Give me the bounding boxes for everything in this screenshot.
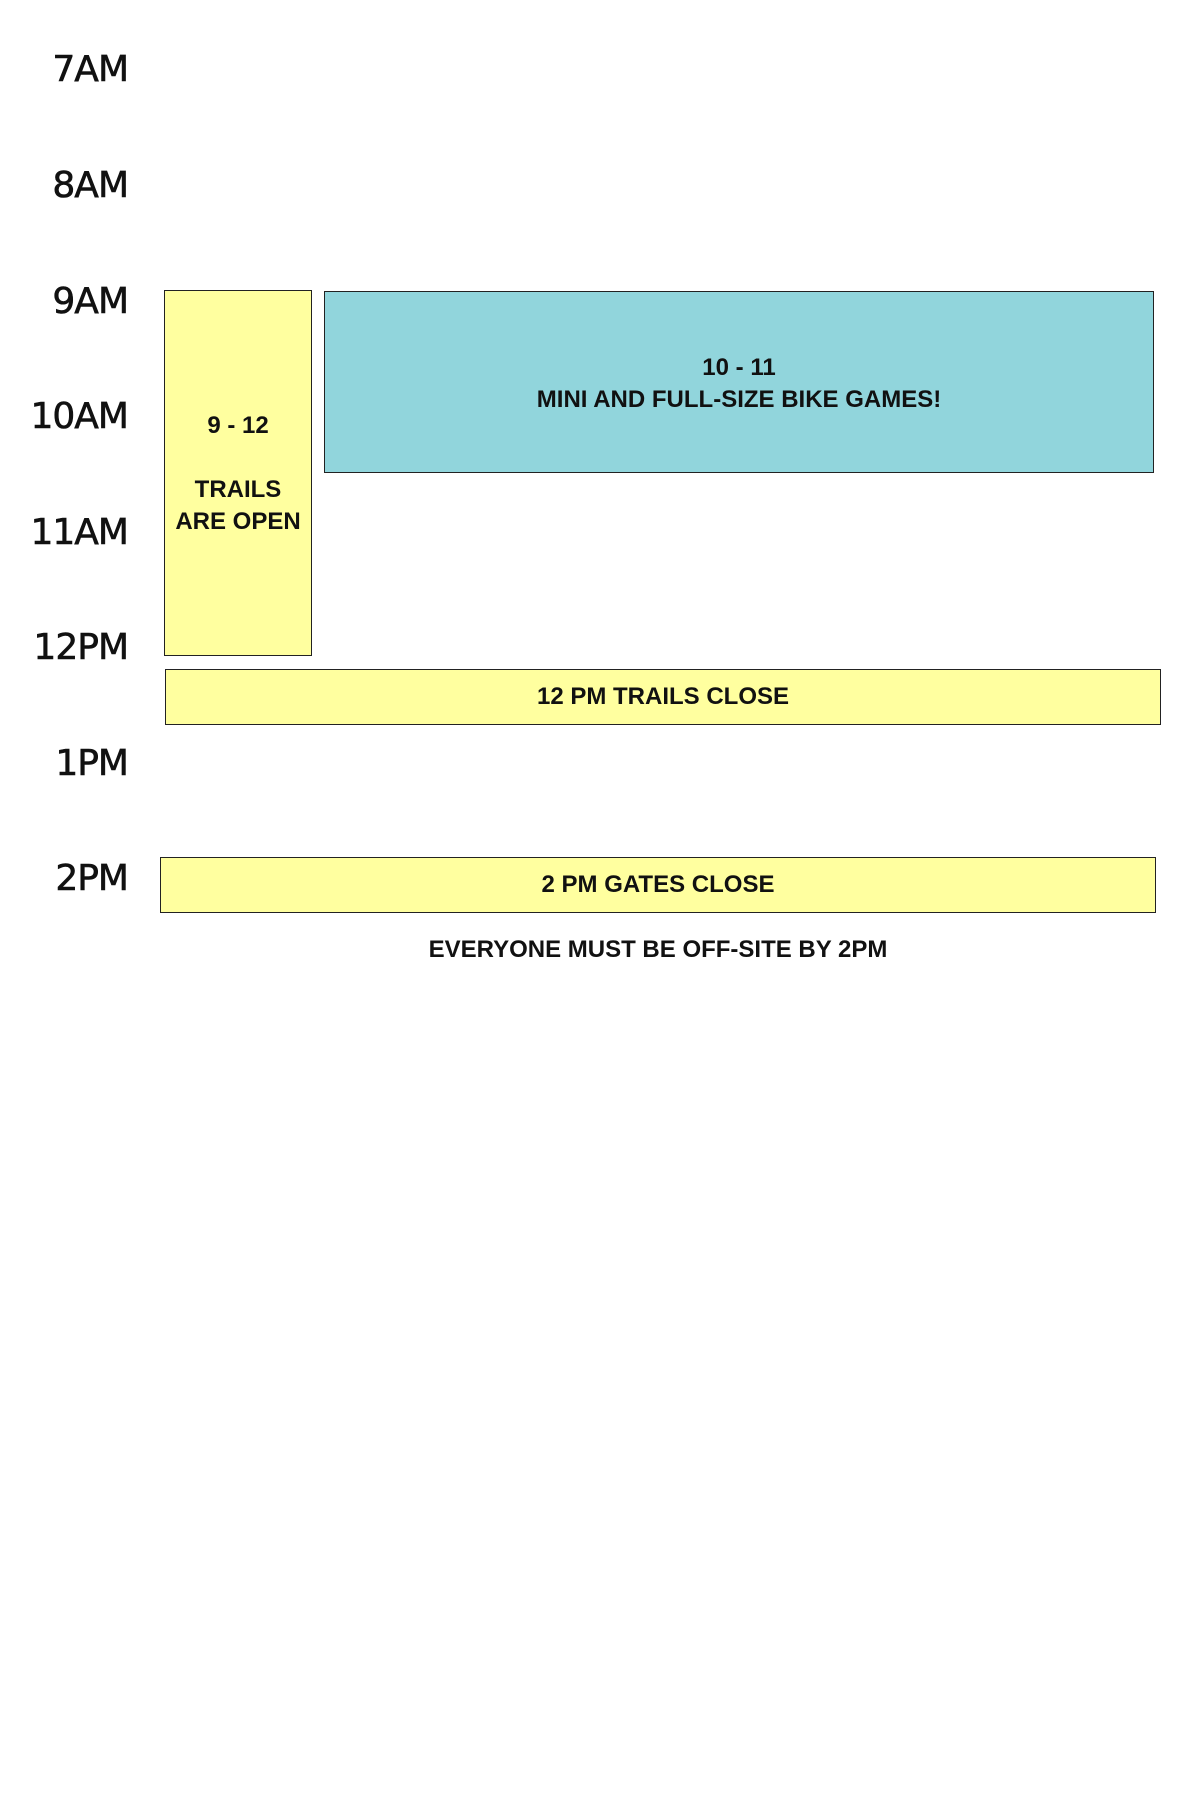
bike-games-label: MINI AND FULL-SIZE BIKE GAMES! <box>536 386 942 413</box>
time-label-2pm: 2PM <box>55 858 128 899</box>
trails-close-event <box>165 669 1161 725</box>
trails-open-event <box>164 290 312 656</box>
time-label-11am: 11AM <box>30 512 128 553</box>
time-label-8am: 8AM <box>52 165 128 206</box>
time-label-10am: 10AM <box>30 396 128 437</box>
trails-open-time-range: 9 - 12 <box>207 412 269 439</box>
bike-games-time-range: 10 - 11 <box>702 354 776 381</box>
offsite-note: EVERYONE MUST BE OFF-SITE BY 2PM <box>428 936 888 963</box>
bike-games-event <box>324 291 1154 473</box>
gates-close-label: 2 PM GATES CLOSE <box>541 871 775 898</box>
time-label-1pm: 1PM <box>55 743 128 784</box>
trails-close-label: 12 PM TRAILS CLOSE <box>536 683 790 710</box>
time-label-12pm: 12PM <box>33 627 128 668</box>
trails-open-label: TRAILS ARE OPEN <box>175 476 301 535</box>
gates-close-event <box>160 857 1156 913</box>
time-label-9am: 9AM <box>52 281 128 322</box>
time-label-7am: 7AM <box>52 49 128 90</box>
